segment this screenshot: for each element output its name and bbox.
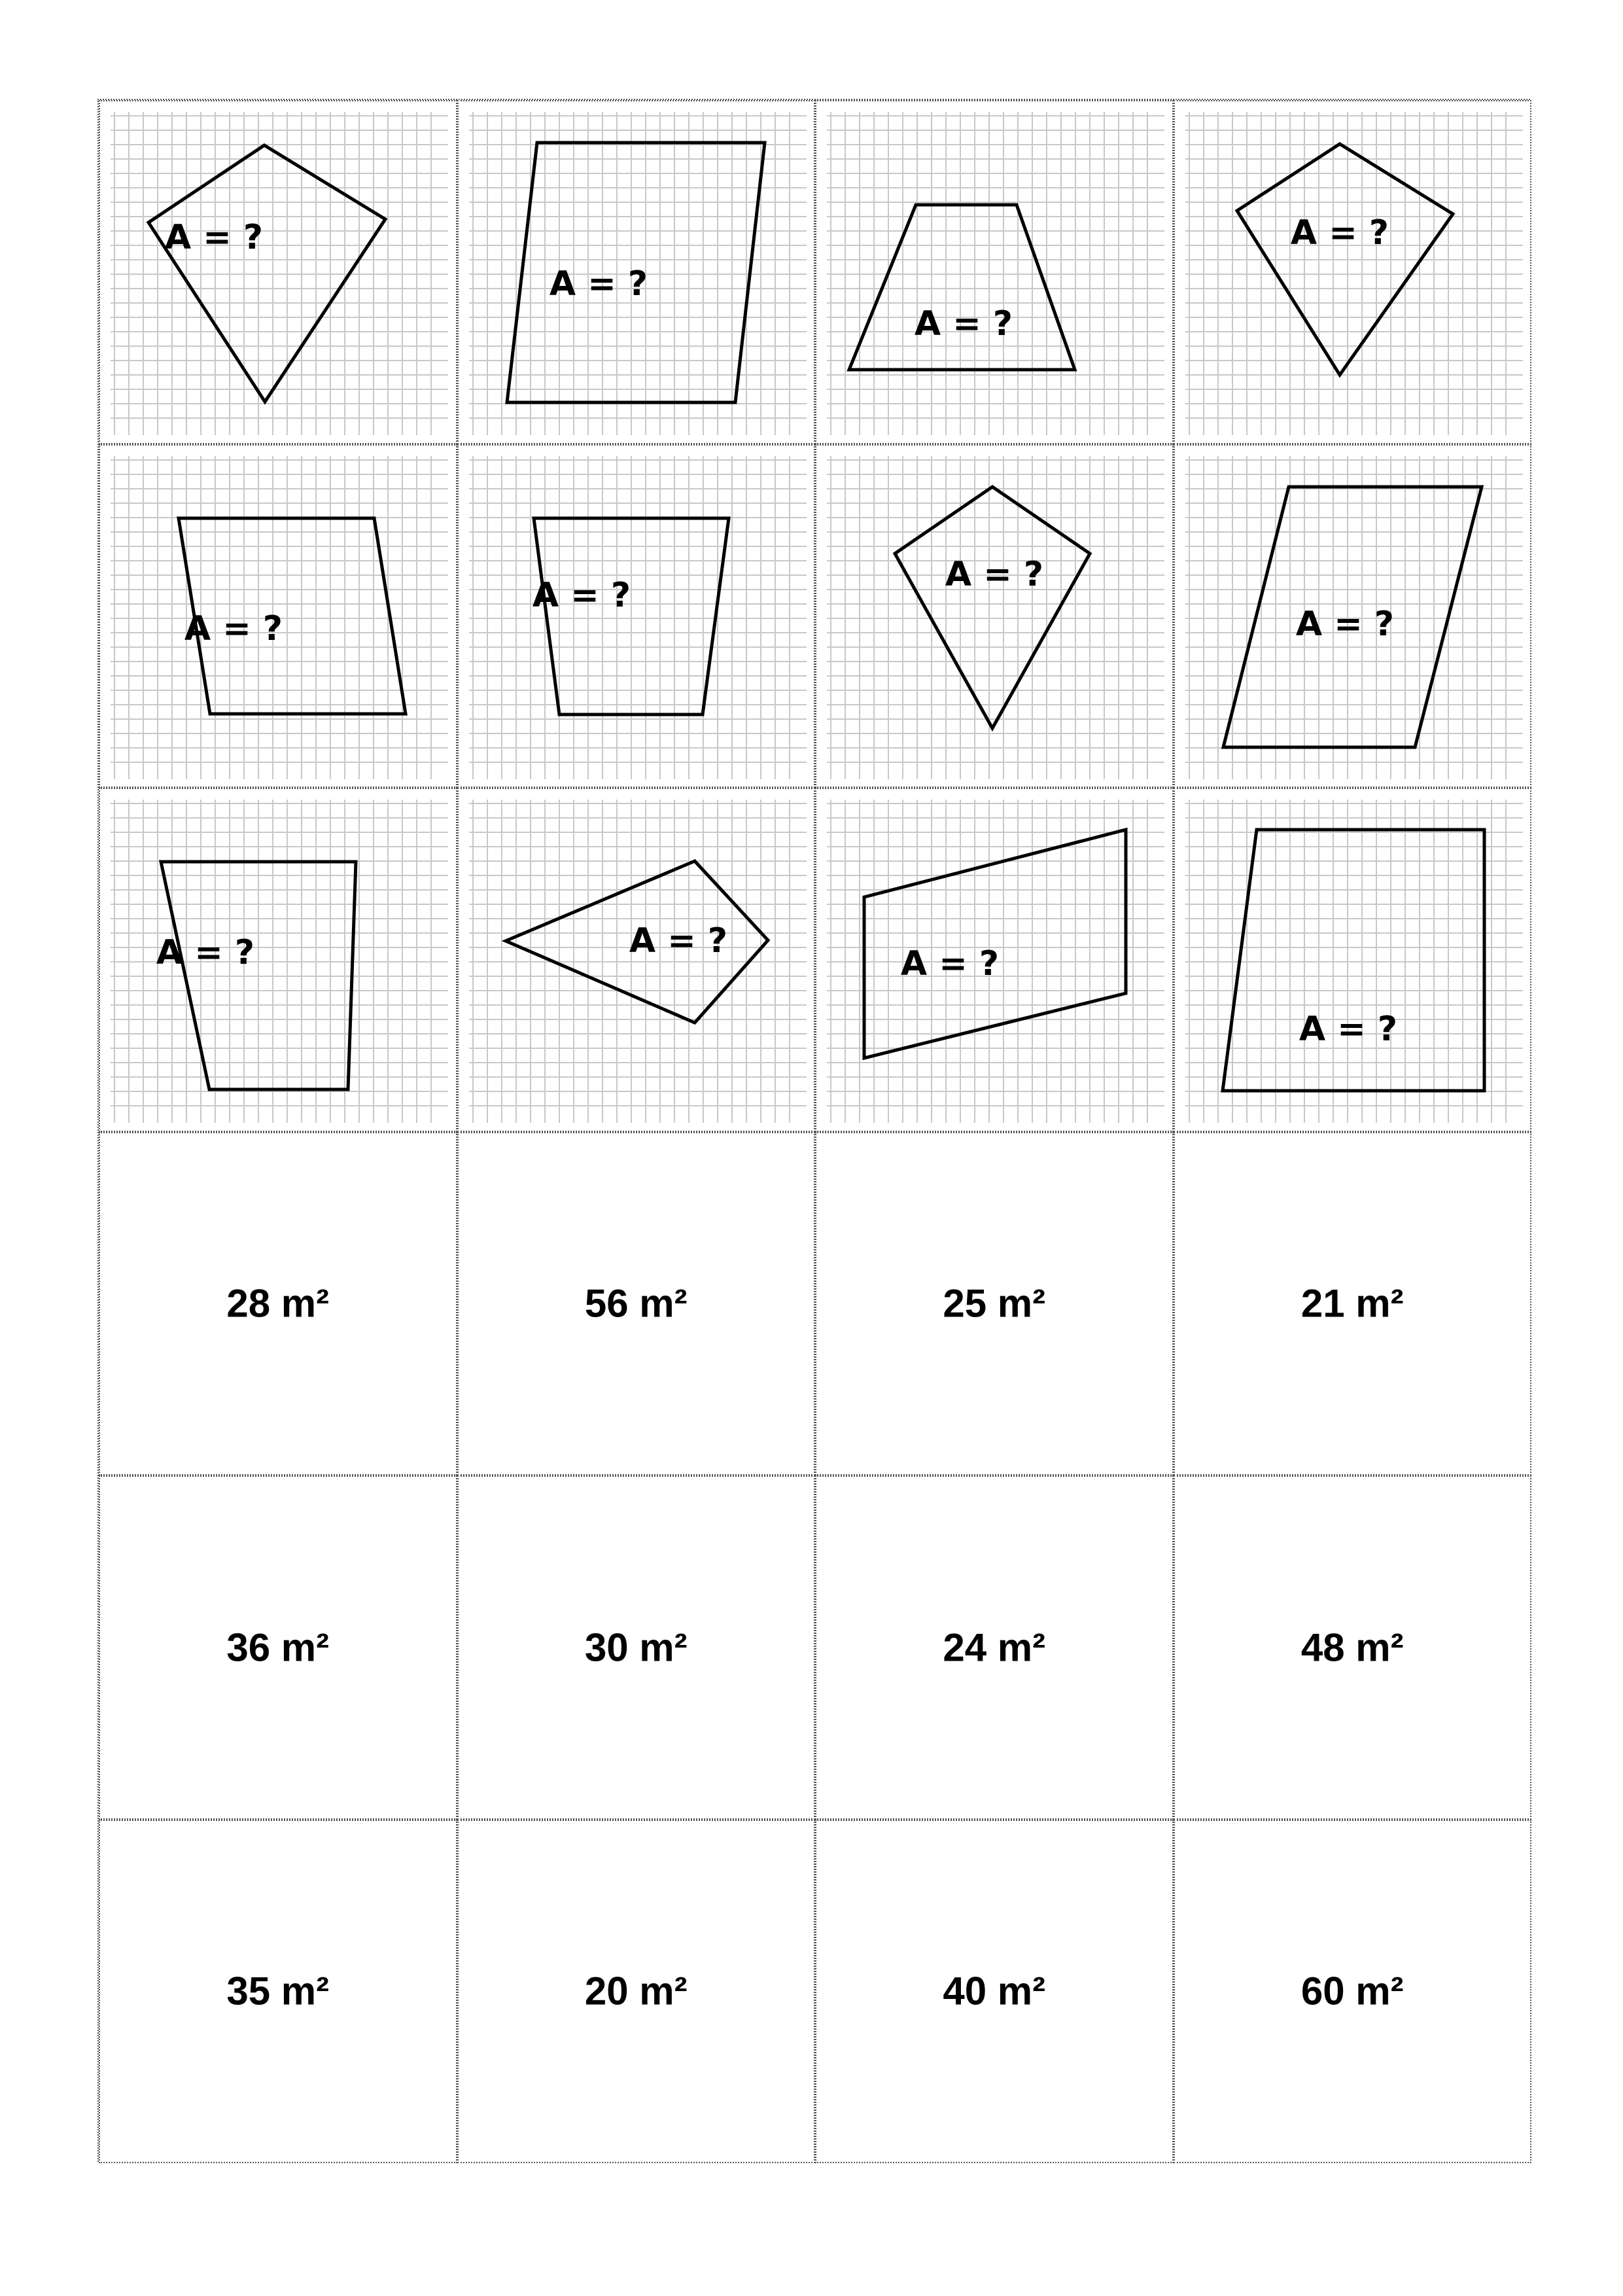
area-answer-value: 30 m² — [584, 1625, 688, 1670]
shape-card — [457, 444, 816, 788]
answer-card — [815, 1820, 1174, 2164]
area-question-label: A = ? — [900, 944, 1000, 983]
grid-figure — [100, 446, 459, 790]
area-question-label: A = ? — [164, 218, 264, 257]
answer-card — [1174, 1820, 1532, 2164]
area-answer-value: 36 m² — [226, 1625, 330, 1670]
shape-card — [99, 788, 457, 1132]
answer-card — [457, 1475, 816, 1820]
grid-figure — [816, 446, 1175, 790]
grid-figure — [459, 789, 817, 1133]
answer-card — [457, 1820, 816, 2164]
area-question-label: A = ? — [914, 304, 1013, 344]
area-answer-value: 60 m² — [1300, 1969, 1404, 2013]
grid-figure — [100, 789, 459, 1133]
area-question-label: A = ? — [532, 575, 631, 615]
grid-figure — [1175, 101, 1533, 446]
grid-figure — [816, 789, 1175, 1133]
area-answer-value: 28 m² — [226, 1281, 330, 1326]
area-answer-value: 40 m² — [943, 1969, 1046, 2013]
area-answer-value: 20 m² — [584, 1969, 688, 2013]
area-question-label: A = ? — [1299, 1010, 1397, 1049]
shape-card — [1174, 444, 1532, 788]
answer-card — [1174, 1475, 1532, 1820]
answer-card — [1174, 1132, 1532, 1476]
grid-figure — [459, 101, 817, 446]
area-answer-value: 24 m² — [943, 1625, 1046, 1670]
area-answer-value: 35 m² — [226, 1969, 330, 2013]
grid-figure — [1175, 789, 1533, 1133]
grid-figure — [816, 101, 1175, 446]
grid-figure — [1175, 446, 1533, 790]
shape-card — [815, 788, 1174, 1132]
area-question-label: A = ? — [184, 609, 283, 648]
area-question-label: A = ? — [629, 921, 727, 961]
area-question-label: A = ? — [1295, 604, 1394, 644]
answer-card — [99, 1475, 457, 1820]
area-answer-value: 21 m² — [1300, 1281, 1404, 1326]
shape-card — [99, 100, 457, 444]
grid-figure — [100, 101, 459, 446]
area-answer-value: 25 m² — [943, 1281, 1046, 1326]
area-question-label: A = ? — [945, 554, 1044, 594]
area-question-label: A = ? — [549, 264, 648, 304]
shape-card — [1174, 100, 1532, 444]
shape-card — [457, 100, 816, 444]
answer-card — [99, 1820, 457, 2164]
area-question-label: A = ? — [1290, 213, 1389, 253]
answer-card — [99, 1132, 457, 1476]
card-sheet — [97, 99, 1530, 2162]
shape-card — [815, 444, 1174, 788]
answer-card — [457, 1132, 816, 1476]
answer-card — [815, 1132, 1174, 1476]
area-question-label: A = ? — [156, 933, 255, 972]
shape-card — [1174, 788, 1532, 1132]
shape-card — [815, 100, 1174, 444]
shape-card — [99, 444, 457, 788]
grid-figure — [459, 446, 817, 790]
answer-card — [815, 1475, 1174, 1820]
area-answer-value: 56 m² — [584, 1281, 688, 1326]
shape-card — [457, 788, 816, 1132]
area-answer-value: 48 m² — [1300, 1625, 1404, 1670]
trapezoid-shape — [849, 205, 1075, 370]
